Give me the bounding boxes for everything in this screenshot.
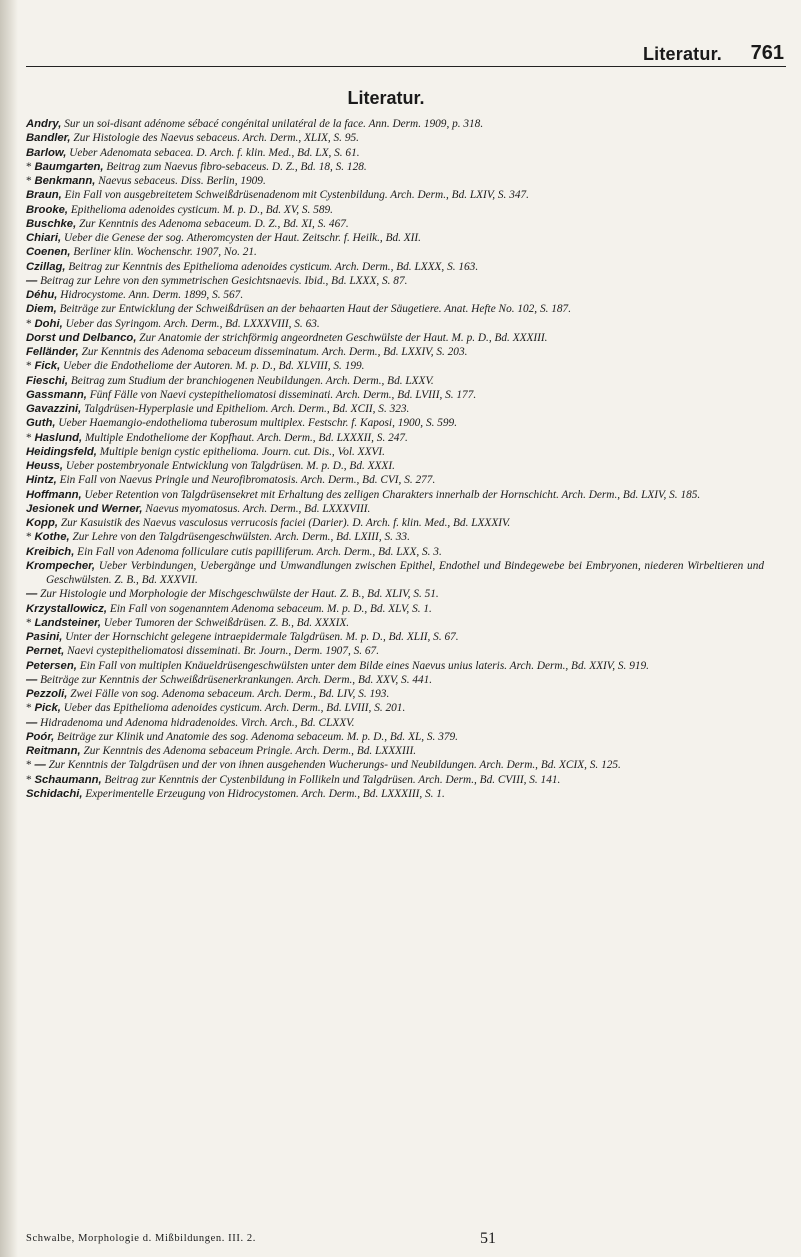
reference-author: Schaumann, (34, 773, 102, 786)
reference-citation: Naevus myomatosus. Arch. Derm., Bd. LXXXVIII. (145, 502, 371, 515)
reference-author: Hintz, (26, 474, 57, 487)
reference-citation: Beitrag zur Kenntnis der Cystenbildung in Follikeln und Talgdrüsen. Arch. Derm., Bd. CVIII, S. 141. (104, 773, 561, 786)
reference-entry (26, 516, 764, 530)
reference-citation: Zur Kenntnis der Talgdrüsen und der von ihnen ausgehenden Wucherungs- und Neubildungen. Arch. Derm., Bd. XCIX, S. 125. (48, 759, 621, 772)
reference-entry (26, 317, 764, 331)
section-heading: Literatur. (347, 88, 425, 108)
reference-author: Czillag, (26, 260, 66, 273)
reference-entry (26, 473, 764, 487)
reference-citation: Fünf Fälle von Naevi cystepitheliomatosi disseminati. Arch. Derm., Bd. LVIII, S. 177. (89, 388, 477, 401)
reference-entry (26, 146, 764, 160)
reference-entry (26, 459, 764, 473)
reference-citation: Beiträge zur Entwicklung der Schweißdrüsen an der behaarten Haut der Säugetiere. Anat. Hefte No. 102, S. 187. (59, 303, 572, 316)
reference-citation: Naevi cystepitheliomatosi disseminati. Br. Journ., Derm. 1907, S. 67. (67, 645, 380, 658)
reference-author: Schidachi, (26, 787, 83, 800)
reference-citation: Ueber die Genese der sog. Atheromcysten der Haut. Zeitschr. f. Heilk., Bd. XII. (63, 232, 422, 244)
reference-author: Baumgarten, (34, 160, 104, 173)
signature-number: 51 (480, 1230, 496, 1247)
asterisk-mark: * (26, 431, 35, 444)
reference-entry (26, 131, 764, 145)
book-spine-shadow (0, 0, 18, 1257)
reference-citation: Ueber das Syringom. Arch. Derm., Bd. LXXXVIII, S. 63. (65, 317, 320, 330)
asterisk-mark: * (26, 531, 35, 544)
reference-entry (26, 245, 764, 259)
reference-author: — (26, 588, 38, 601)
reference-author: Diem, (26, 303, 57, 316)
reference-entry (26, 288, 764, 302)
reference-entry (26, 659, 764, 673)
reference-author: Reitmann, (26, 745, 81, 757)
reference-author: Dorst und Delbanco, (26, 331, 137, 344)
reference-entry (26, 502, 764, 516)
reference-citation: Unter der Hornschicht gelegene intraepidermale Talgdrüsen. M. p. D., Bd. XLII, S. 67. (65, 631, 459, 643)
running-head (26, 40, 786, 67)
reference-author: Kothe, (34, 531, 70, 544)
reference-citation: Beitrag zum Naevus fibro-sebaceus. D. Z., Bd. 18, S. 128. (106, 160, 367, 173)
reference-citation: Zwei Fälle von sog. Adenoma sebaceum. Arch. Derm., Bd. LIV, S. 193. (70, 688, 390, 700)
reference-citation: Epithelioma adenoides cysticum. M. p. D., Bd. XV, S. 589. (70, 203, 333, 216)
footer-source-line: Schwalbe, Morphologie d. Mißbildungen. III. 2. (26, 1233, 256, 1244)
reference-entry (26, 559, 764, 588)
reference-citation: Zur Kasuistik des Naevus vasculosus verrucosis faciei (Darier). D. Arch. f. klin. Med., Bd. LXXXIV. (60, 517, 511, 529)
reference-author: Hoffmann, (26, 488, 82, 501)
reference-citation: Zur Kenntnis des Adenoma sebaceum. D. Z., Bd. XI, S. 467. (79, 217, 349, 230)
reference-entry (26, 359, 764, 373)
reference-entry (26, 630, 764, 644)
reference-entry (26, 188, 764, 202)
page-number: 761 (750, 42, 784, 64)
reference-author: Déhu, (26, 289, 58, 301)
reference-citation: Naevus sebaceus. Diss. Berlin, 1909. (98, 175, 266, 187)
reference-citation: Multiple benign cystic epithelioma. Journ. cut. Dis., Vol. XXVI. (99, 445, 385, 458)
asterisk-mark: * (26, 616, 35, 629)
reference-author: Buschke, (26, 217, 77, 230)
reference-author: Kreibich, (26, 545, 75, 558)
reference-author: Pasini, (26, 631, 63, 643)
reference-entry (26, 673, 764, 687)
reference-citation: Ein Fall von sogenanntem Adenoma sebaceum. M. p. D., Bd. XLV, S. 1. (109, 602, 432, 615)
reference-citation: Sur un soi-disant adénome sébacé congénital unilatéral de la face. Ann. Derm. 1909, p. 318. (64, 118, 484, 130)
reference-entry (26, 217, 764, 231)
reference-entry (26, 402, 764, 416)
reference-citation: Beitrag zur Lehre von den symmetrischen Gesichtsnaevis. Ibid., Bd. LXXX, S. 87. (40, 274, 408, 287)
reference-author: Pernet, (26, 645, 65, 658)
reference-entry (26, 117, 764, 131)
reference-citation: Ueber das Epithelioma adenoides cysticum. Arch. Derm., Bd. LVIII, S. 201. (63, 702, 406, 715)
reference-citation: Ueber Retention von Talgdrüsensekret mit Erhaltung des zelligen Charakters innerhalb der Hornschicht. Arch. Derm., Bd. LXIV, S. 185. (84, 488, 701, 501)
asterisk-mark: * (26, 360, 35, 373)
reference-author: — (26, 716, 38, 729)
reference-author: Bandler, (26, 132, 71, 145)
reference-entry (26, 744, 764, 758)
reference-entry (26, 758, 764, 772)
reference-author: Landsteiner, (34, 616, 102, 629)
reference-entry (26, 388, 764, 402)
reference-entry (26, 174, 764, 188)
reference-author: Jesionek und Werner, (26, 502, 143, 515)
reference-citation: Zur Kenntnis des Adenoma sebaceum disseminatum. Arch. Derm., Bd. LXXIV, S. 203. (81, 346, 468, 358)
reference-author: Pezzoli, (26, 688, 68, 700)
reference-entry (26, 445, 764, 459)
reference-author: Dohi, (34, 317, 63, 330)
running-head-title: Literatur. (642, 44, 722, 64)
reference-citation: Ueber Haemangio-endothelioma tuberosum multiplex. Festschr. f. Kaposi, 1900, S. 599. (58, 417, 458, 430)
asterisk-mark: * (26, 759, 35, 772)
reference-entry (26, 530, 764, 544)
reference-author: Felländer, (26, 346, 79, 358)
reference-entry (26, 587, 764, 601)
reference-citation: Ueber Adenomata sebacea. D. Arch. f. klin. Med., Bd. LX, S. 61. (69, 146, 360, 159)
reference-entry (26, 160, 764, 174)
reference-author: — (34, 759, 46, 772)
reference-entry (26, 773, 764, 787)
reference-citation: Ein Fall von Naevus Pringle und Neurofibromatosis. Arch. Derm., Bd. CVI, S. 277. (59, 474, 436, 487)
reference-entry (26, 687, 764, 701)
reference-list (26, 117, 764, 801)
reference-citation: Ueber Tumoren der Schweißdrüsen. Z. B., Bd. XXXIX. (103, 616, 350, 629)
reference-entry (26, 602, 764, 616)
reference-author: Kopp, (26, 517, 58, 529)
reference-author: — (26, 274, 38, 287)
reference-entry (26, 431, 764, 445)
reference-entry (26, 716, 764, 730)
reference-citation: Zur Lehre von den Talgdrüsengeschwülsten. Arch. Derm., Bd. LXIII, S. 33. (72, 531, 410, 544)
reference-author: Braun, (26, 189, 62, 202)
reference-citation: Ueber die Endotheliome der Autoren. M. p. D., Bd. XLVIII, S. 199. (63, 360, 365, 373)
reference-author: Chiari, (26, 232, 62, 244)
reference-citation: Zur Kenntnis des Adenoma sebaceum Pringle. Arch. Derm., Bd. LXXXIII. (83, 745, 417, 757)
reference-author: Gavazzini, (26, 403, 82, 415)
reference-citation: Beitrag zum Studium der branchiogenen Neubildungen. Arch. Derm., Bd. LXXV. (70, 374, 434, 387)
book-page (26, 0, 786, 1257)
reference-entry (26, 231, 764, 245)
reference-citation: Beiträge zur Kenntnis der Schweißdrüsenerkrankungen. Arch. Derm., Bd. XXV, S. 441. (40, 673, 433, 686)
reference-entry (26, 616, 764, 630)
reference-entry (26, 302, 764, 316)
reference-entry (26, 545, 764, 559)
reference-citation: Ein Fall von multiplen Knäueldrüsengeschwülsten unter dem Bilde eines Naevus unius lateris. Arch. Derm., Bd. XXIV, S. 919. (79, 659, 649, 672)
reference-author: Fick, (34, 360, 61, 373)
reference-citation: Hidradenoma und Adenoma hidradenoides. Virch. Arch., Bd. CLXXV. (40, 716, 355, 729)
asterisk-mark: * (26, 160, 35, 173)
reference-author: Haslund, (34, 431, 83, 444)
reference-citation: Zur Histologie des Naevus sebaceus. Arch. Derm., XLIX, S. 95. (73, 132, 359, 145)
reference-author: Gassmann, (26, 388, 87, 401)
reference-author: Benkmann, (34, 175, 96, 187)
reference-entry (26, 701, 764, 715)
reference-entry (26, 260, 764, 274)
reference-citation: Zur Histologie und Morphologie der Mischgeschwülste der Haut. Z. B., Bd. XLIV, S. 51. (40, 588, 439, 601)
reference-citation: Ueber Verbindungen, Uebergänge und Umwandlungen zwischen Epithel, Endothel und Bindegewebe bei Embryonen, niederen Wirbeltieren und Geschwülsten. Z. B., Bd. XXXVII. (46, 559, 764, 586)
reference-entry (26, 345, 764, 359)
reference-citation: Ein Fall von ausgebreitetem Schweißdrüsenadenom mit Cystenbildung. Arch. Derm., Bd. LXIV, S. 347. (64, 189, 529, 202)
reference-entry (26, 644, 764, 658)
reference-author: Poór, (26, 730, 55, 743)
reference-citation: Ueber postembryonale Entwicklung von Talgdrüsen. M. p. D., Bd. XXXI. (65, 460, 395, 472)
reference-entry (26, 488, 764, 502)
reference-entry (26, 203, 764, 217)
reference-author: Krompecher, (26, 559, 96, 572)
reference-citation: Talgdrüsen-Hyperplasie und Epitheliom. Arch. Derm., Bd. XCII, S. 323. (84, 403, 410, 415)
asterisk-mark: * (26, 702, 35, 715)
asterisk-mark: * (26, 773, 35, 786)
reference-citation: Berliner klin. Wochenschr. 1907, No. 21. (73, 246, 257, 259)
reference-author: Andry, (26, 118, 62, 130)
reference-citation: Hidrocystome. Ann. Derm. 1899, S. 567. (60, 289, 244, 301)
reference-author: Coenen, (26, 246, 71, 259)
reference-entry (26, 730, 764, 744)
reference-author: Heidingsfeld, (26, 445, 97, 458)
reference-citation: Beiträge zur Klinik und Anatomie des sog. Adenoma sebaceum. M. p. D., Bd. XL, S. 379. (57, 730, 458, 743)
reference-author: Barlow, (26, 146, 67, 159)
reference-author: Petersen, (26, 659, 77, 672)
reference-author: Fieschi, (26, 374, 69, 387)
reference-entry (26, 787, 764, 801)
reference-entry (26, 331, 764, 345)
reference-author: Krzystallowicz, (26, 602, 107, 615)
asterisk-mark: * (26, 175, 35, 187)
page-footer (26, 1230, 764, 1248)
reference-author: Guth, (26, 417, 56, 430)
reference-author: Heuss, (26, 460, 64, 472)
reference-author: Brooke, (26, 203, 69, 216)
reference-citation: Ein Fall von Adenoma folliculare cutis papilliferum. Arch. Derm., Bd. LXX, S. 3. (77, 545, 442, 558)
reference-author: Pick, (34, 702, 61, 715)
reference-citation: Beitrag zur Kenntnis des Epithelioma adenoides cysticum. Arch. Derm., Bd. LXXX, S. 163. (68, 260, 479, 273)
reference-entry (26, 274, 764, 288)
reference-entry (26, 374, 764, 388)
reference-citation: Experimentelle Erzeugung von Hidrocystomen. Arch. Derm., Bd. LXXXIII, S. 1. (85, 787, 445, 800)
reference-citation: Zur Anatomie der strichförmig angeordneten Geschwülste der Haut. M. p. D., Bd. XXXIII. (139, 331, 548, 344)
asterisk-mark: * (26, 317, 35, 330)
reference-entry (26, 416, 764, 430)
reference-author: — (26, 673, 38, 686)
reference-citation: Multiple Endotheliome der Kopfhaut. Arch. Derm., Bd. LXXXII, S. 247. (85, 431, 408, 444)
